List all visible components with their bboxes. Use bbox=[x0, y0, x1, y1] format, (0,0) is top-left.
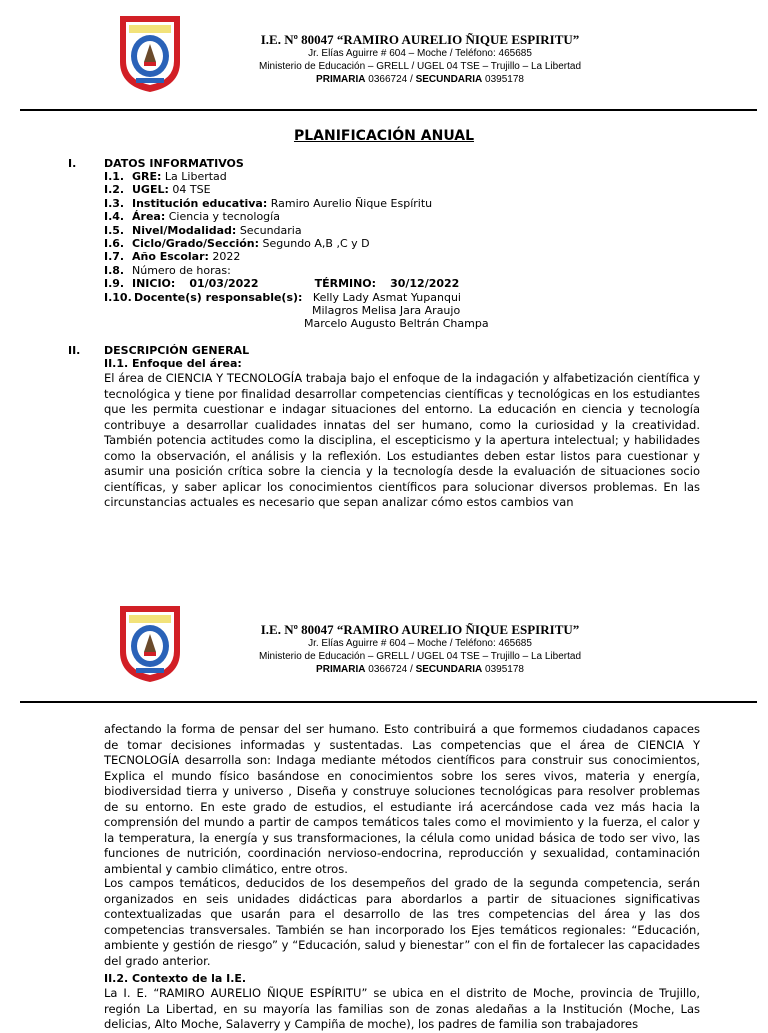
ministry-line: Ministerio de Educación – GRELL / UGEL 04 TSE – Trujillo – La Libertad bbox=[258, 651, 582, 662]
secundaria-label: SECUNDARIA bbox=[415, 664, 483, 675]
secundaria-label: SECUNDARIA bbox=[415, 74, 483, 85]
address-line: Jr. Elías Aguirre # 604 – Moche / Teléfono: 465685 bbox=[308, 48, 532, 59]
ministry-line: Ministerio de Educación – GRELL / UGEL 04 TSE – Trujillo – La Libertad bbox=[258, 61, 582, 72]
primaria-code: 0366724 bbox=[368, 664, 408, 675]
address-line: Jr. Elías Aguirre # 604 – Moche / Teléfono: 465685 bbox=[308, 638, 532, 649]
subsection-heading: II.1. Enfoque del área: bbox=[104, 357, 242, 370]
paragraph-campos-tematicos bbox=[104, 876, 700, 969]
section2-number: II. bbox=[68, 344, 81, 357]
list-item: I.5. Nivel/Modalidad: Secundaria bbox=[104, 223, 302, 237]
section1-title: DATOS INFORMATIVOS bbox=[104, 157, 244, 170]
paragraph-text: afectando la forma de pensar del ser humano. Esto contribuirá a que formemos ciudadanos capaces de tomar decisiones informadas y sustentadas. Las competencias que el área de CIENCIA Y TECNOLOGÍA desarrolla son: Indaga mediante métodos científicos para construir sus conocimientos, Explica el mundo físico basándose en conocimientos sobre los seres vivos, materia y energía, biodiversidad tierra y universo , Diseña y construye soluciones tecnológicas para resolver problemas de su entorno. En este grado de estudios, el estudiante irá acercándose cada vez más hacia la comprensión del mundo a partir de campos temáticos tales como el movimiento y la fuerza, el calor y la temperatura, la energía y sus transformaciones, la célula como unidad básica de todo ser vivo, las funciones de nutrición, coordinación nervioso-endocrina, reproducción y sexualidad, contaminación ambiental y cambio climático, entre otros. bbox=[104, 722, 700, 876]
paragraph-text: Los campos temáticos, deducidos de los desempeños del grado de la segunda competencia, serán organizados en seis unidades didácticas para abordarlos a partir de situaciones significativas contextualizadas que usarán para el desarrollo de las tres competencias del área y las dos competencias transversales. También se han incorporado los Ejes temáticos regionales: “Educación, ambiente y gestión de riesgo” y “Educación, salud y bienestar” con el fin de fortalecer las capacidades del grado anterior. bbox=[104, 876, 700, 968]
school-crest-logo bbox=[118, 14, 182, 94]
datos-informativos-list bbox=[104, 170, 489, 331]
list-item: I.3. Institución educativa: Ramiro Aurelio Ñique Espíritu bbox=[104, 196, 433, 210]
list-item: I.1. GRE: La Libertad bbox=[104, 170, 227, 183]
list-item: I.4. Área: Ciencia y tecnología bbox=[104, 210, 280, 224]
paragraph-text: El área de CIENCIA Y TECNOLOGÍA trabaja bajo el enfoque de la indagación y alfabetización científica y tecnológica y tiene por finalidad desarrollar competencias científicas y tecnológicas en los estudiantes que les permita cuestionar e indagar situaciones del entorno. La educación en ciencia y tecnología contribuye a desarrollar cualidades innatas del ser humano, como la curiosidad y la creatividad. También potencia actitudes como la disciplina, el escepticismo y la apertura intelectual; y habilidades como la observación, el análisis y la reflexión. Los estudiantes deben estar listos para cuestionar y asumir una posición crítica sobre la ciencia y la tecnología desde la evaluación de situaciones socio científicas, y saber aplicar los conocimientos científicos para solucionar diversos problemas. En las circunstancias actuales es necesario que sepan analizar cómo estos cambios van bbox=[104, 371, 700, 509]
list-item: I.7. Año Escolar: 2022 bbox=[104, 250, 241, 264]
paragraph-contexto bbox=[104, 986, 700, 1033]
codes-line: PRIMARIA 0366724 / SECUNDARIA 0395178 bbox=[316, 74, 524, 85]
paragraph-continuation bbox=[104, 722, 700, 877]
primaria-code: 0366724 bbox=[368, 74, 408, 85]
secundaria-code: 0395178 bbox=[485, 664, 524, 675]
school-crest-logo bbox=[118, 604, 182, 684]
page-title: PLANIFICACIÓN ANUAL bbox=[293, 128, 475, 144]
secundaria-code: 0395178 bbox=[485, 74, 524, 85]
codes-line: PRIMARIA 0366724 / SECUNDARIA 0395178 bbox=[316, 664, 524, 675]
docente-name: Marcelo Augusto Beltrán Champa bbox=[304, 317, 489, 331]
school-name: I.E. Nº 80047 “RAMIRO AURELIO ÑIQUE ESPIRITU” bbox=[260, 32, 580, 47]
document-page-2 bbox=[0, 590, 768, 1031]
header-divider bbox=[20, 701, 757, 703]
list-item: I.8. Número de horas: bbox=[104, 263, 231, 277]
paragraph-text: La I. E. “RAMIRO AURELIO ÑIQUE ESPÍRITU” se ubica en el distrito de Moche, provincia de Trujillo, región La Libertad, en su mayoría las familias son de zonas aledañas a la Institución (Moche, Las delicias, Alto Moche, Salaverry y Campiña de moche), los padres de familia son trabajadores bbox=[104, 986, 700, 1031]
docente-name: Kelly Lady Asmat Yupanqui bbox=[312, 290, 461, 304]
primaria-label: PRIMARIA bbox=[316, 74, 366, 85]
section2-title: DESCRIPCIÓN GENERAL bbox=[104, 344, 250, 357]
letterhead-text bbox=[220, 622, 620, 676]
school-name: I.E. Nº 80047 “RAMIRO AURELIO ÑIQUE ESPIRITU” bbox=[260, 622, 580, 637]
list-item: I.6. Ciclo/Grado/Sección: Segundo A,B ,C y D bbox=[104, 237, 370, 251]
list-item-docentes: I.10. Docente(s) responsable(s): Kelly Lady Asmat Yupanqui bbox=[104, 290, 461, 304]
paragraph-enfoque bbox=[104, 371, 700, 511]
letterhead bbox=[0, 604, 768, 694]
section1-number: I. bbox=[68, 157, 77, 170]
docente-name: Milagros Melisa Jara Araujo bbox=[312, 304, 461, 318]
letterhead-text bbox=[220, 32, 620, 86]
list-item-dates: I.9. INICIO: 01/03/2022 TÉRMINO: 30/12/2022 bbox=[104, 277, 460, 291]
primaria-label: PRIMARIA bbox=[316, 664, 366, 675]
header-divider bbox=[20, 109, 757, 111]
subsection-heading: II.2. Contexto de la I.E. bbox=[104, 972, 247, 985]
list-item: I.2. UGEL: 04 TSE bbox=[104, 183, 211, 197]
letterhead bbox=[0, 14, 768, 104]
